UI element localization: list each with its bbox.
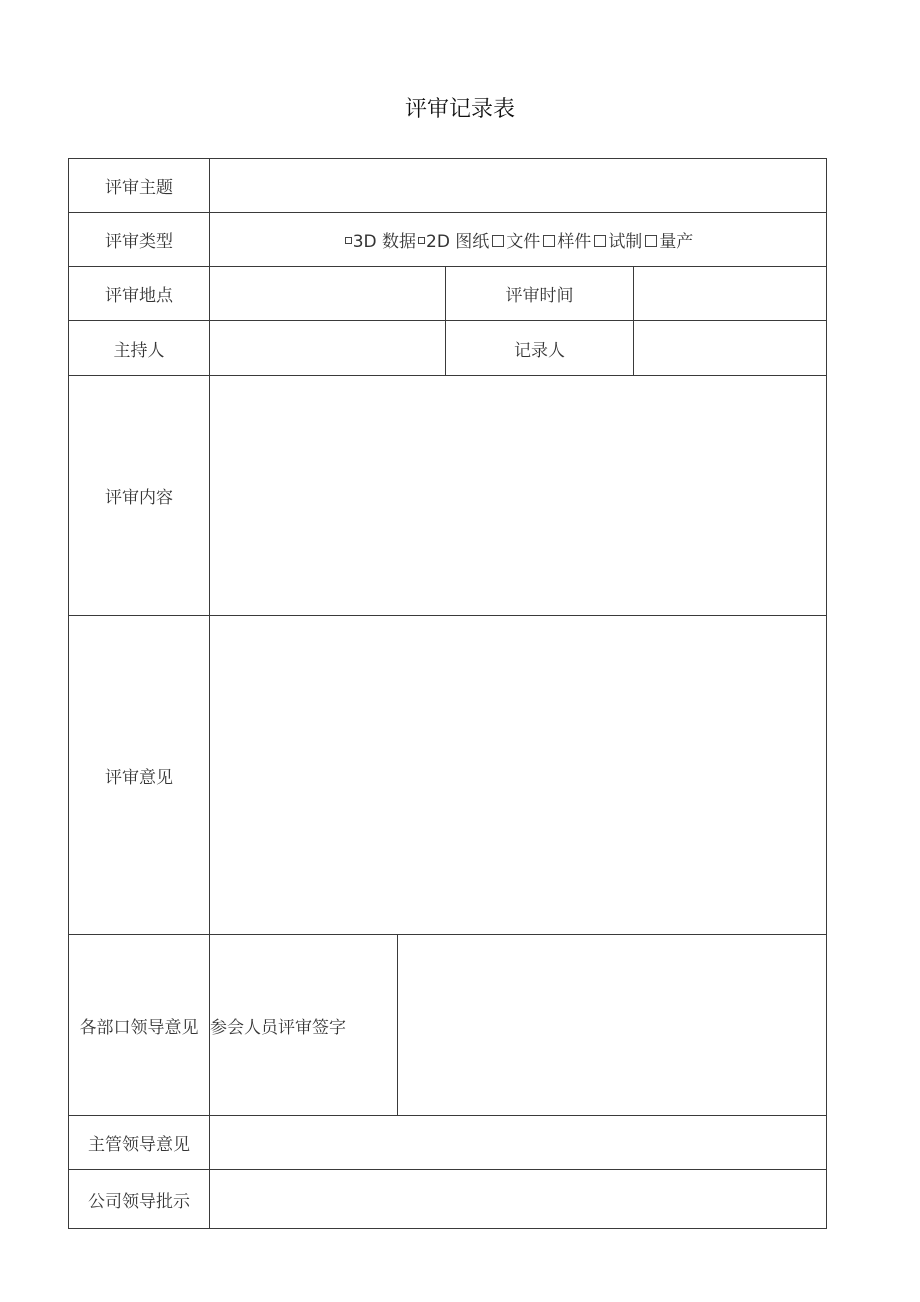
topic-label: 评审主题 [69, 159, 210, 213]
dept-opinion-label: 各部口领导意见 [69, 935, 210, 1116]
option-2d-drawing: 2D 图纸 [426, 232, 490, 252]
option-3d-data: 3D 数据 [352, 232, 416, 252]
opinion-label: 评审意见 [69, 616, 210, 935]
type-label: 评审类型 [69, 213, 210, 267]
signature-field[interactable] [398, 935, 827, 1116]
recorder-field[interactable] [634, 321, 827, 376]
checkbox-3d-data[interactable] [345, 237, 352, 244]
content-label: 评审内容 [69, 376, 210, 616]
checkbox-mass-production[interactable] [645, 235, 657, 247]
type-options [210, 213, 827, 267]
checkbox-2d-drawing[interactable] [418, 237, 425, 244]
option-mass-production: 量产 [659, 232, 694, 252]
recorder-label: 记录人 [446, 321, 634, 376]
company-approval-field[interactable] [210, 1170, 827, 1229]
time-field[interactable] [634, 267, 827, 321]
host-field[interactable] [210, 321, 446, 376]
topic-field[interactable] [210, 159, 827, 213]
page-title: 评审记录表 [404, 97, 515, 122]
company-approval-label: 公司领导批示 [69, 1170, 210, 1229]
host-label: 主持人 [69, 321, 210, 376]
location-field[interactable] [210, 267, 446, 321]
checkbox-sample[interactable] [543, 235, 555, 247]
supervisor-opinion-label: 主管领导意见 [69, 1116, 210, 1170]
review-record-form [68, 158, 827, 1229]
opinion-field[interactable] [210, 616, 827, 935]
option-trial: 试制 [608, 232, 643, 252]
checkbox-trial[interactable] [594, 235, 606, 247]
option-document: 文件 [506, 232, 541, 252]
signature-label: 参会人员评审签字 [210, 935, 398, 1116]
time-label: 评审时间 [446, 267, 634, 321]
option-sample: 样件 [557, 232, 592, 252]
content-field[interactable] [210, 376, 827, 616]
location-label: 评审地点 [69, 267, 210, 321]
checkbox-document[interactable] [492, 235, 504, 247]
supervisor-opinion-field[interactable] [210, 1116, 827, 1170]
